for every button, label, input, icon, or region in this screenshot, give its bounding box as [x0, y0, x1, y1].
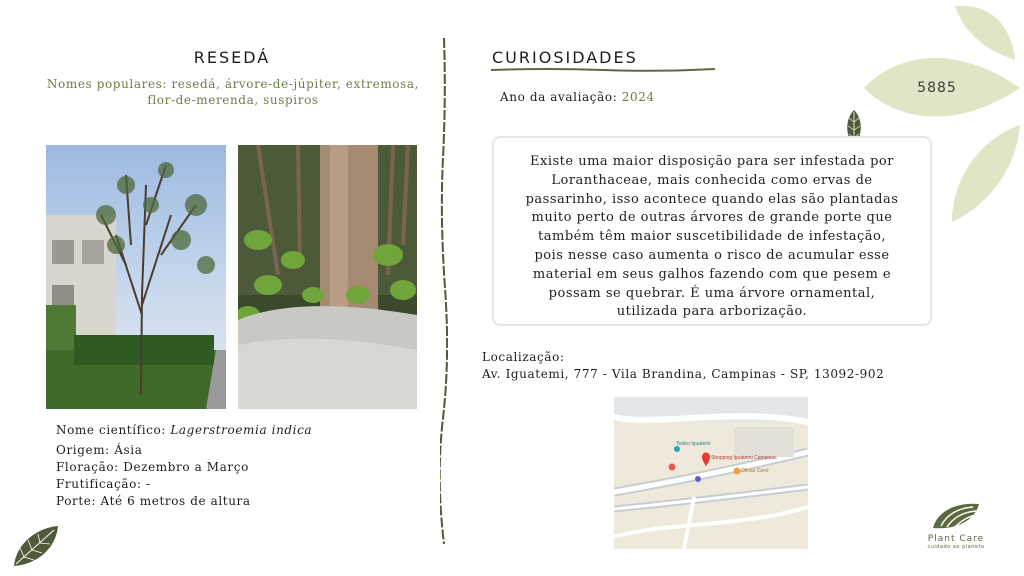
- scientific-name-value: Lagerstroemia indica: [170, 423, 313, 437]
- column-divider: [440, 38, 448, 544]
- trunk-photo: [238, 145, 417, 409]
- curiosities-title: CURIOSIDADES: [492, 48, 638, 67]
- trunk-photo-art: [238, 145, 417, 409]
- logo-name: Plant Care: [927, 534, 985, 544]
- map-place-label: Teatro Iguatemi: [676, 441, 711, 447]
- tree-photo: [46, 145, 226, 409]
- paragraph-line: muito perto de outras árvores de grande porte que: [531, 210, 893, 226]
- map-place-label: Óticas Carol: [741, 468, 769, 474]
- logo-tagline: cuidado ao planeta: [927, 544, 985, 550]
- paragraph-line: também têm maior suscetibilidade de infestação,: [538, 229, 886, 245]
- fruiting: Frutificação: -: [56, 477, 151, 491]
- evaluation-year-value: 2024: [621, 90, 655, 104]
- plant-info: [56, 422, 312, 510]
- leaf-decoration-icon: [10, 522, 62, 570]
- flowering: Floração: Dezembro a Março: [56, 460, 249, 474]
- origin: Origem: Ásia: [56, 443, 143, 457]
- plant-number-badge: 5885: [917, 80, 957, 96]
- paragraph-line: material em seus galhos fazendo com que pesem e: [532, 266, 892, 282]
- paragraph-line: passarinho, isso acontece quando elas são plantadas: [525, 191, 899, 207]
- location-map[interactable]: [614, 397, 808, 549]
- tree-photo-art: [46, 145, 226, 409]
- evaluation-year-label: Ano da avaliação:: [500, 90, 618, 104]
- size: Porte: Até 6 metros de altura: [56, 494, 251, 508]
- plant-title: RESEDÁ: [193, 48, 271, 67]
- paragraph-line: Existe uma maior disposição para ser infestada por: [530, 154, 894, 169]
- paragraph-line: pois nesse caso aumenta o risco de acumular esse: [534, 247, 890, 263]
- map-place-label: Shopping Iguatemi Campinas: [711, 455, 777, 461]
- curiosity-box: [492, 136, 932, 326]
- paragraph-line: Loranthaceae, mais conhecida como ervas de: [551, 172, 873, 188]
- title-underline: [491, 67, 715, 73]
- curiosity-paragraph: [494, 138, 930, 322]
- scientific-name: [56, 422, 312, 439]
- logo-leaf-icon: [929, 500, 983, 532]
- evaluation-year: [500, 90, 655, 104]
- scientific-name-label: Nome científico:: [56, 423, 166, 437]
- popular-names-line2: flor-de-merenda, suspiros: [147, 93, 319, 107]
- location-label: Localização:: [482, 350, 565, 364]
- plant-care-logo: [916, 500, 996, 550]
- map-art: [614, 397, 808, 549]
- popular-names: [0, 76, 466, 108]
- popular-names-line1: Nomes populares: resedá, árvore-de-júpiter, extremosa,: [46, 77, 420, 91]
- paragraph-line: possam se quebrar. É uma árvore ornamental,: [548, 285, 876, 301]
- location-address: Av. Iguatemi, 777 - Vila Brandina, Campinas - SP, 13092-902: [482, 367, 885, 381]
- paragraph-line: utilizada para arborização.: [616, 304, 808, 320]
